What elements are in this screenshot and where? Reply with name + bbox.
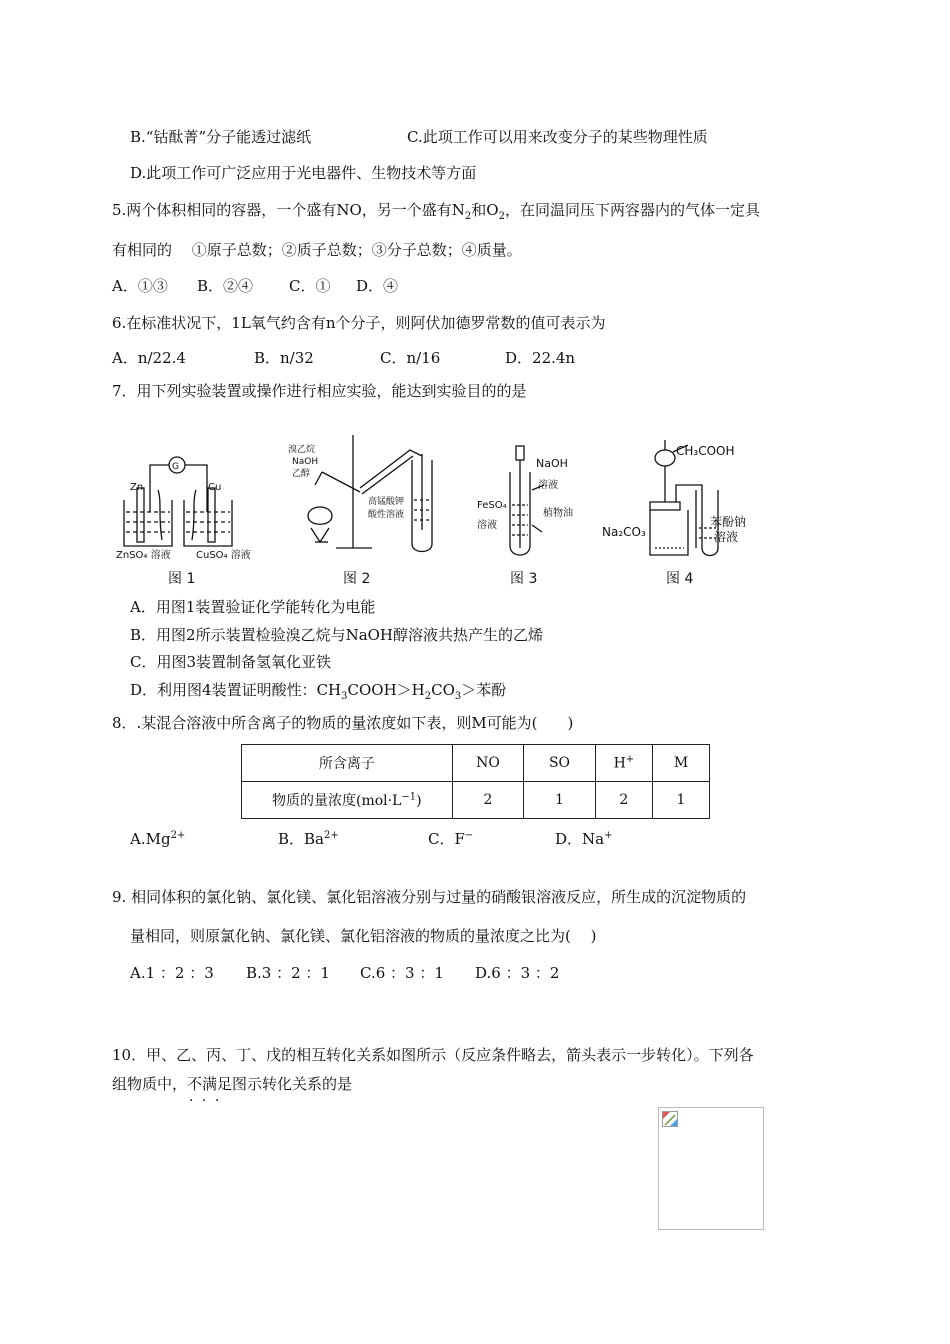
fig2-reagent-3: 乙醇 bbox=[292, 469, 311, 479]
q6-option-b: B．n/32 bbox=[254, 349, 314, 367]
fig3-left-label-1: FeSO₄ bbox=[477, 500, 507, 511]
q5-option-d: D．④ bbox=[356, 277, 399, 295]
fig2-reagent-2: NaOH bbox=[292, 457, 319, 467]
q7-option-b: B．用图2所示装置检验溴乙烷与NaOH醇溶液共热产生的乙烯 bbox=[130, 626, 544, 644]
q5-options bbox=[112, 276, 398, 296]
table-row bbox=[242, 745, 710, 782]
fig4-caption: 图 4 bbox=[666, 571, 694, 587]
table-cell: 1 bbox=[653, 782, 710, 819]
q5-stem-line2: 有相同的 ①原子总数；②质子总数；③分子总数；④质量。 bbox=[112, 241, 522, 259]
q5-option-a: A．①③ bbox=[112, 277, 168, 295]
fig2-reagent-1: 溴乙烷 bbox=[288, 445, 316, 455]
q9-stem-line2: 量相同，则原氯化钠、氯化镁、氯化铝溶液的物质的量浓度之比为( ) bbox=[130, 927, 597, 945]
q6-stem: 6.在标准状况下，1L氧气约含有n个分子，则阿伏加德罗常数的值可表示为 bbox=[112, 314, 606, 332]
fig1-left-electrode-label: Zn bbox=[130, 482, 144, 493]
fig1-right-electrode-label: Cu bbox=[208, 482, 222, 493]
table-header-cell: SO bbox=[524, 745, 595, 782]
q9-option-a: A.1 ：2 ：3 bbox=[130, 964, 214, 982]
table-cell: 1 bbox=[524, 782, 595, 819]
q7-option-c: C．用图3装置制备氢氧化亚铁 bbox=[130, 653, 332, 671]
q5-option-b: B．②④ bbox=[197, 277, 254, 295]
q4-option-c: C.此项工作可以用来改变分子的某些物理性质 bbox=[407, 128, 708, 146]
fig1-left-solution-label: ZnSO₄ 溶液 bbox=[116, 550, 171, 561]
q4-option-b: B.“钴酞菁”分子能透过滤纸 bbox=[130, 128, 312, 146]
q9-option-b: B.3 ：2 ：1 bbox=[246, 964, 330, 982]
q10-stem-line2: 组物质中，不满足 · · ·图示转化关系的是 bbox=[112, 1074, 352, 1094]
fig4-funnel-label: CH₃COOH bbox=[676, 444, 735, 458]
q6-option-d: D．22.4n bbox=[505, 349, 576, 367]
fig2-tube-label-2: 酸性溶液 bbox=[368, 510, 405, 520]
fig3-top-label-1: NaOH bbox=[536, 457, 568, 470]
q7-option-d: D．利用图4装置证明酸性：$CH_3COOH>H_2CO_3>$苯酚 bbox=[130, 681, 507, 702]
table-header-cell: 所含离子 bbox=[242, 745, 453, 782]
table-header-cell: H+ bbox=[595, 745, 652, 782]
q8-options bbox=[130, 826, 613, 849]
q9-options bbox=[130, 963, 559, 983]
q7-stem: 7．用下列实验装置或操作进行相应实验，能达到实验目的的是 bbox=[112, 382, 527, 400]
fig4-tube-label-2: 溶液 bbox=[714, 530, 739, 544]
table-cell: 2 bbox=[595, 782, 652, 819]
fig2-caption: 图 2 bbox=[343, 571, 371, 587]
q9-stem-line1: 9. 相同体积的氯化钠、氯化镁、氯化铝溶液分别与过量的硝酸银溶液反应，所生成的沉淀物质的 bbox=[112, 888, 747, 906]
q10-stem-line1: 10．甲、乙、丙、丁、戊的相互转化关系如图所示（反应条件略去，箭头表示一步转化）。下列各 bbox=[112, 1046, 754, 1064]
q9-option-c: C.6 ：3 ：1 bbox=[360, 964, 444, 982]
fig4-flask-label: Na₂CO₃ bbox=[602, 525, 646, 539]
q9-option-d: D.6 ：3 ：2 bbox=[475, 964, 560, 982]
q8-option-c: C．F− bbox=[428, 830, 474, 848]
q10-emphasis: 不满足 · · · bbox=[187, 1075, 232, 1093]
fig2-tube-label-1: 高锰酸钾 bbox=[368, 497, 405, 507]
q8-option-b: B．$Ba^{2+}$ bbox=[278, 830, 339, 848]
fig4-tube-label-1: 苯酚钠 bbox=[710, 515, 747, 529]
table-header-cell: M bbox=[653, 745, 710, 782]
fig3-right-label: 植物油 bbox=[543, 508, 573, 519]
fig3-caption: 图 3 bbox=[510, 571, 538, 587]
table-row-label: 物质的量浓度$(mol\cdot L^{-1})$ bbox=[242, 782, 453, 819]
q10-missing-image bbox=[658, 1107, 764, 1230]
figure-2-elimination-apparatus bbox=[308, 435, 432, 552]
fig1-caption: 图 1 bbox=[168, 571, 196, 587]
fig1-galvanometer-label: G bbox=[172, 462, 179, 472]
table-row bbox=[242, 782, 710, 819]
q8-option-d: D．Na+ bbox=[555, 830, 613, 848]
q4-option-d: D.此项工作可广泛应用于光电器件、生物技术等方面 bbox=[130, 164, 477, 182]
q8-stem: 8．.某混合溶液中所含离子的物质的量浓度如下表，则M可能为( ) bbox=[112, 714, 574, 732]
fig3-left-label-2: 溶液 bbox=[477, 520, 497, 531]
table-header-cell: NO bbox=[452, 745, 524, 782]
q5-option-c: C．① bbox=[289, 277, 331, 295]
q7-option-a: A．用图1装置验证化学能转化为电能 bbox=[130, 598, 376, 616]
table-cell: 2 bbox=[452, 782, 524, 819]
q8-ion-table bbox=[241, 744, 710, 819]
q6-option-c: C．n/16 bbox=[380, 349, 441, 367]
fig3-top-label-2: 溶液 bbox=[538, 480, 558, 491]
fig1-right-solution-label: CuSO₄ 溶液 bbox=[196, 550, 251, 561]
q6-options bbox=[112, 348, 575, 368]
q7-apparatus-figures bbox=[110, 430, 790, 590]
q5-stem-line1: 5.两个体积相同的容器，一个盛有NO，另一个盛有$N_2$和$O_2$，在同温同压下两容器内的气体一定具 bbox=[112, 201, 760, 222]
q8-option-a: $A.Mg^{2+}$ bbox=[130, 830, 186, 848]
broken-image-icon bbox=[662, 1111, 678, 1127]
q6-option-a: A．n/22.4 bbox=[112, 349, 186, 367]
